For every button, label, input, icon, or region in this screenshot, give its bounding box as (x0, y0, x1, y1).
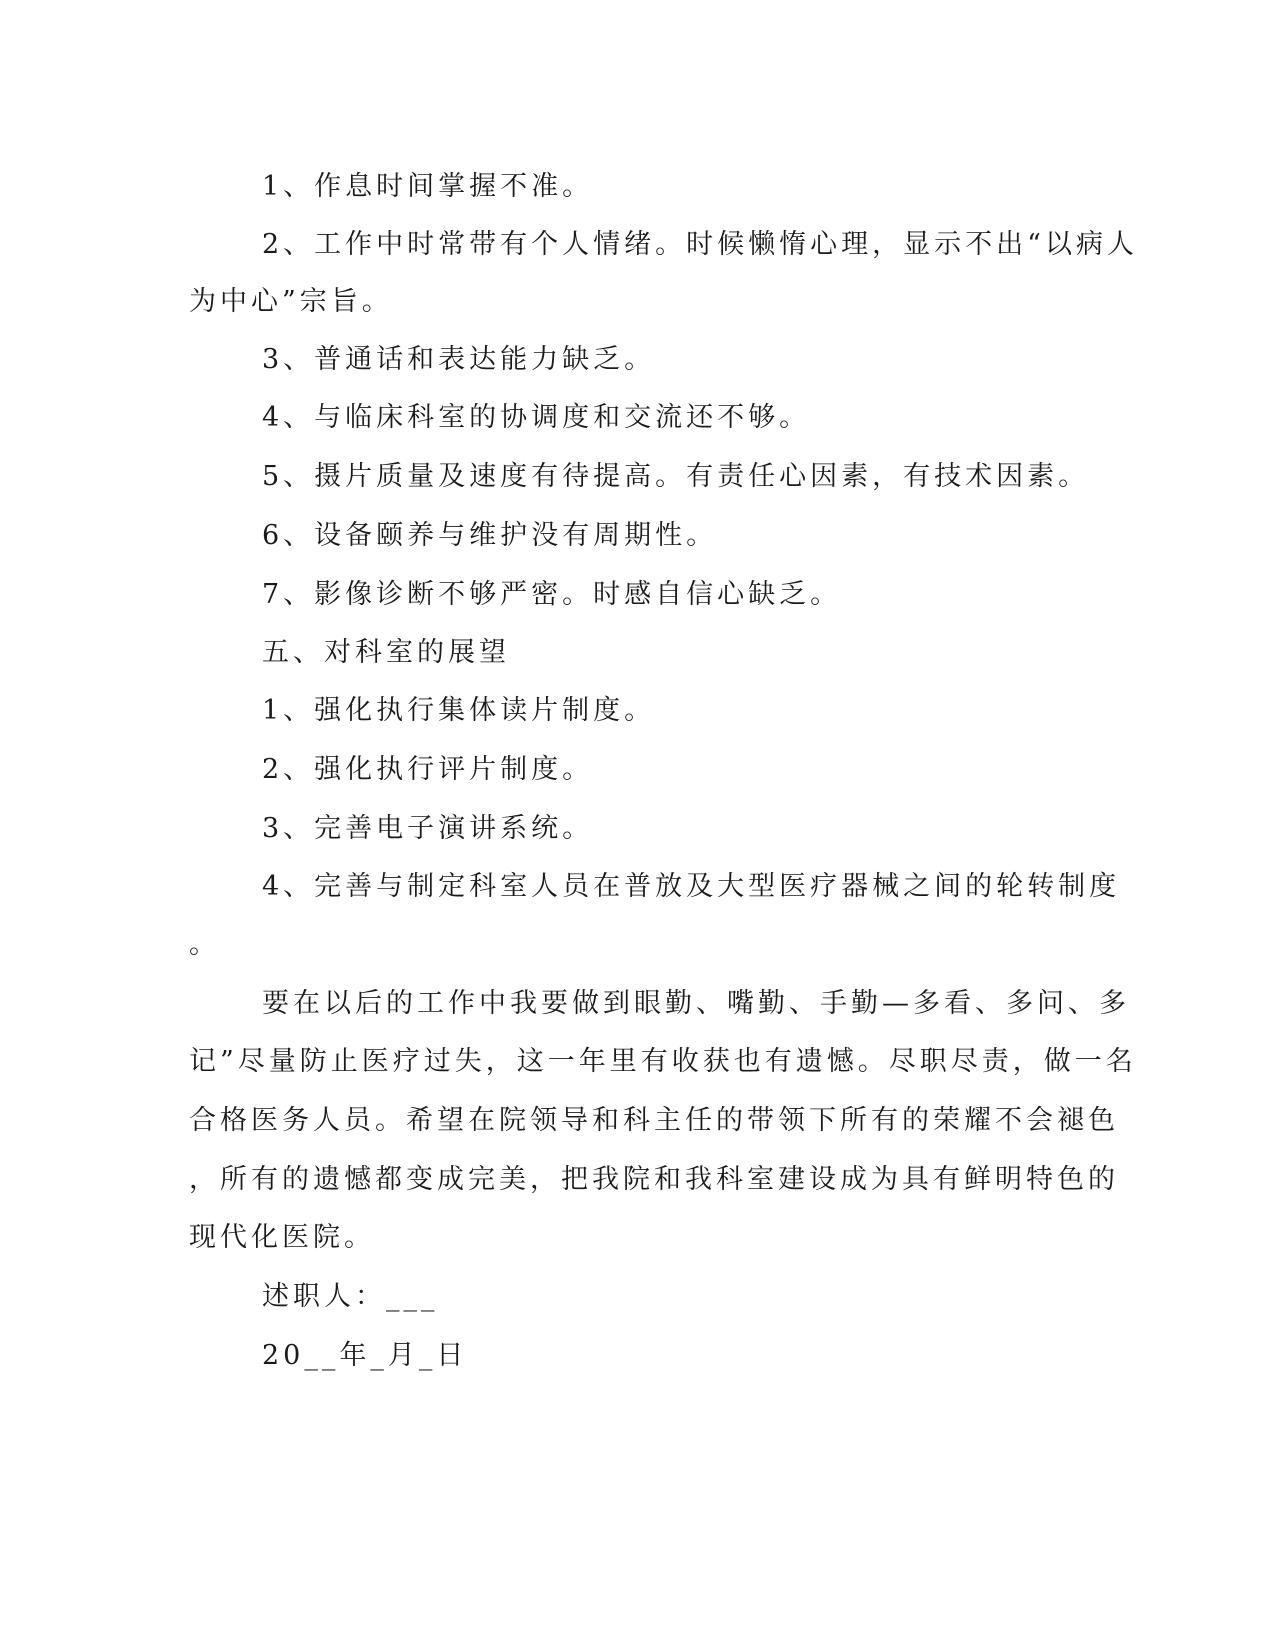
closing-paragraph-line-4: ，所有的遗憾都变成完美，把我院和我科室建设成为具有鲜明特色的 (189, 1164, 1119, 1195)
closing-paragraph-line-3: 合格医务人员。希望在院领导和科主任的带领下所有的荣耀不会褪色 (189, 1105, 1119, 1136)
date-line: 20__年_月_日 (262, 1340, 468, 1371)
closing-paragraph-line-5: 现代化医院。 (189, 1222, 375, 1253)
outlook-item-4-continuation: 。 (189, 929, 220, 960)
closing-paragraph-line-1: 要在以后的工作中我要做到眼勤、嘴勤、手勤—多看、多问、多 (262, 988, 1130, 1019)
section-heading: 五、对科室的展望 (262, 637, 510, 668)
problem-item-2-continuation: 为中心”宗旨。 (189, 286, 393, 317)
outlook-item-4: 4、完善与制定科室人员在普放及大型医疗器械之间的轮转制度 (262, 871, 1121, 902)
problem-item-2: 2、工作中时常带有个人情绪。时候懒惰心理，显示不出“以病人 (262, 229, 1138, 260)
signature-line: 述职人：___ (262, 1281, 439, 1312)
closing-paragraph-line-2: 记”尽量防止医疗过失，这一年里有收获也有遗憾。尽职尽责，做一名 (189, 1046, 1137, 1077)
outlook-item-1: 1、强化执行集体读片制度。 (262, 695, 656, 726)
problem-item-4: 4、与临床科室的协调度和交流还不够。 (262, 402, 811, 433)
outlook-item-2: 2、强化执行评片制度。 (262, 754, 594, 785)
problem-item-6: 6、设备颐养与维护没有周期性。 (262, 520, 718, 551)
problem-item-5: 5、摄片质量及速度有待提高。有责任心因素，有技术因素。 (262, 461, 1090, 492)
outlook-item-3: 3、完善电子演讲系统。 (262, 813, 594, 844)
problem-item-7: 7、影像诊断不够严密。时感自信心缺乏。 (262, 579, 842, 610)
problem-item-1: 1、作息时间掌握不准。 (262, 171, 594, 202)
problem-item-3: 3、普通话和表达能力缺乏。 (262, 344, 656, 375)
